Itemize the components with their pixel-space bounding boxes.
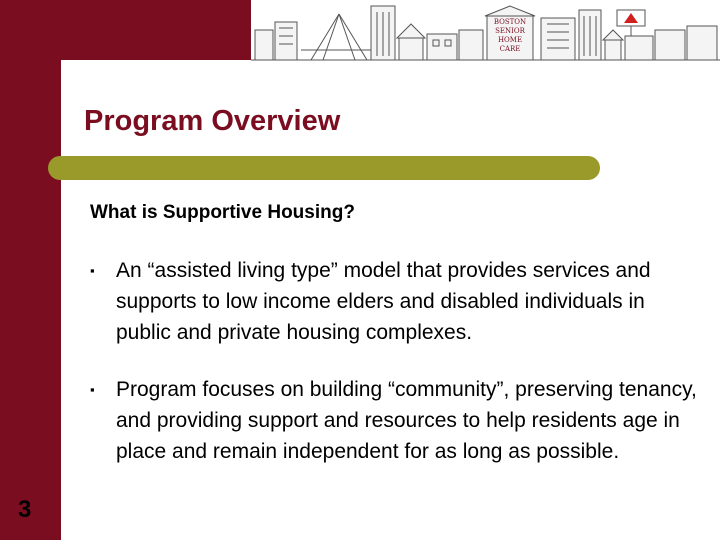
logo-line-1: BOSTON [493,18,527,26]
bullet-text: Program focuses on building “community”, preserving tenancy, and providing support and resources to help residents age in place and remain independent for as long as possible. [116,378,697,463]
logo-line-3: HOME [497,36,523,44]
left-accent-bar [0,0,61,540]
bullet-text: An “assisted living type” model that provides services and supports to low income elders and disabled individuals in public and private housing complexes. [116,259,651,344]
slide-title: Program Overview [84,105,341,137]
bullet-item [88,374,698,467]
section-heading: What is Supportive Housing? [90,202,355,223]
slide-number: 3 [18,496,32,523]
bullet-list [88,255,698,493]
bullet-square-icon: ▪ [90,263,95,278]
logo-line-4: CARE [499,45,521,53]
title-underline-bar [48,156,600,180]
logo-line-2: SENIOR [495,27,525,35]
city-skyline-illustration [251,0,720,62]
top-accent-bar [61,0,251,60]
bullet-item [88,255,698,348]
bullet-square-icon: ▪ [90,382,95,397]
